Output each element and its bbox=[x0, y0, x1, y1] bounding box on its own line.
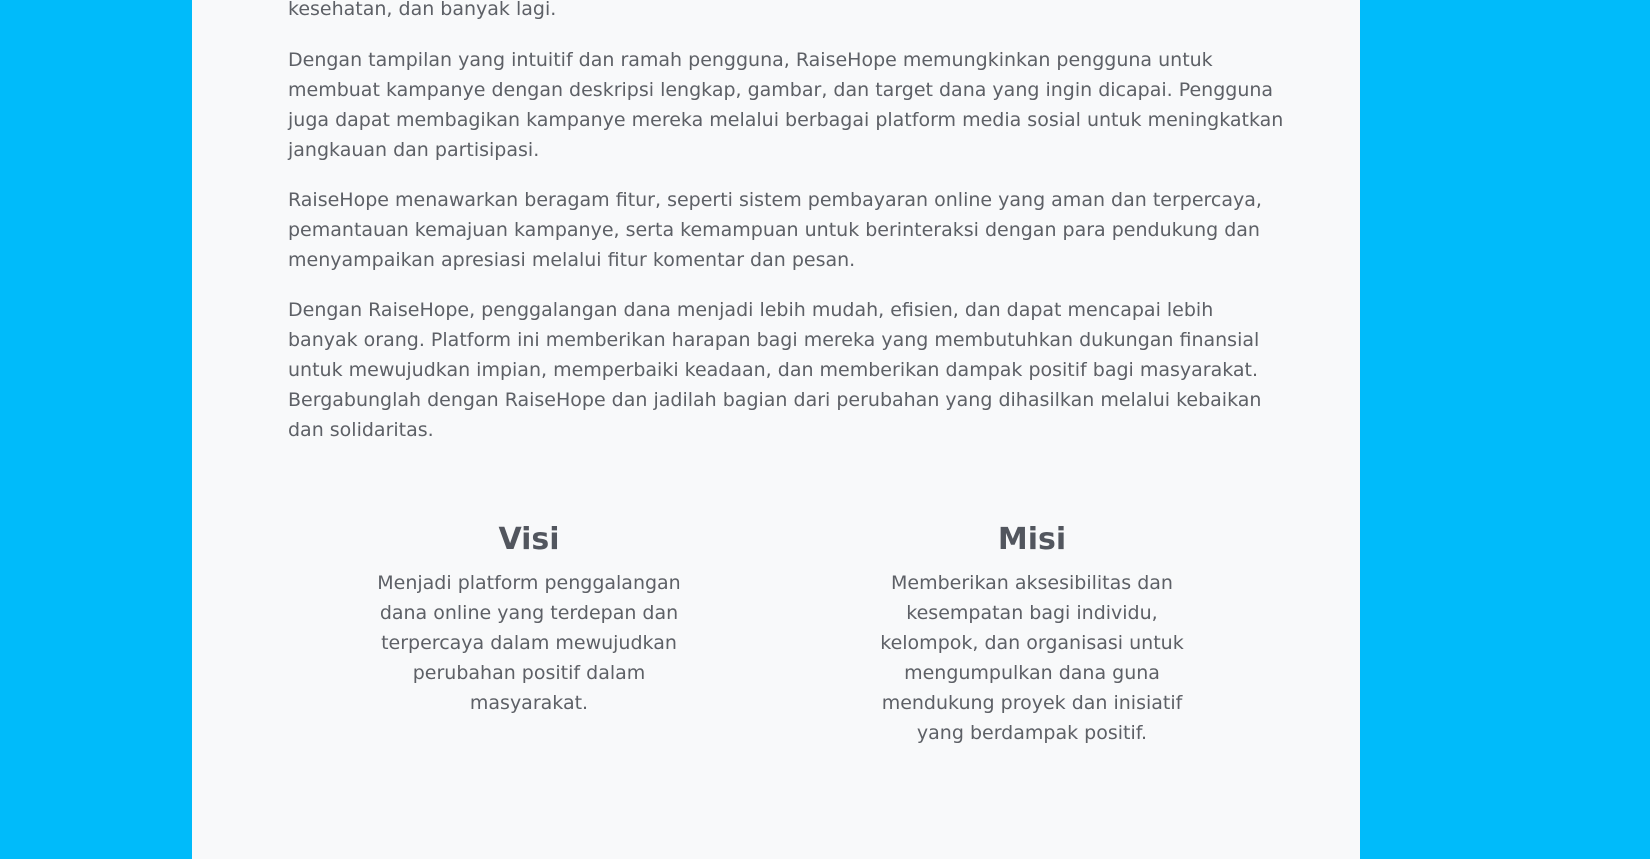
mission-text: Memberikan aksesibilitas dan kesempatan bagi individu, kelompok, dan organisasi untuk mengumpulkan dana guna mendukung proyek dan inisiatif yang berdampak positif. bbox=[880, 572, 1184, 744]
vision-title: Visi bbox=[498, 522, 560, 557]
content-card bbox=[192, 0, 1360, 859]
vision-text: Menjadi platform penggalangan dana online yang terdepan dan terpercaya dalam mewujudkan perubahan positif dalam masyarakat. bbox=[377, 572, 681, 714]
vision-section bbox=[359, 520, 699, 718]
about-paragraph: Dengan tampilan yang intuitif dan ramah pengguna, RaiseHope memungkinkan pengguna untuk membuat kampanye dengan deskripsi lengkap, gambar, dan target dana yang ingin dicapai. Pengguna juga dapat membagikan kampanye mereka melalui berbagai platform media sosial untuk meningkatkan jangkauan dan partisipasi. bbox=[288, 49, 1284, 161]
mission-section bbox=[862, 520, 1202, 748]
about-paragraph: kesehatan, dan banyak lagi. bbox=[288, 0, 557, 20]
about-paragraph: RaiseHope menawarkan beragam fitur, seperti sistem pembayaran online yang aman dan terpercaya, pemantauan kemajuan kampanye, serta kemampuan untuk berinteraksi dengan para pendukung dan menyampaikan apresiasi melalui fitur komentar dan pesan. bbox=[288, 189, 1262, 271]
about-paragraph: Dengan RaiseHope, penggalangan dana menjadi lebih mudah, efisien, dan dapat mencapai lebih banyak orang. Platform ini memberikan harapan bagi mereka yang membutuhkan dukungan finansial untuk mewujudkan impian, memperbaiki keadaan, dan memberikan dampak positif bagi masyarakat. Bergabunglah dengan RaiseHope dan jadilah bagian dari perubahan yang dihasilkan melalui kebaikan dan solidaritas. bbox=[288, 299, 1262, 441]
mission-title: Misi bbox=[997, 522, 1067, 557]
